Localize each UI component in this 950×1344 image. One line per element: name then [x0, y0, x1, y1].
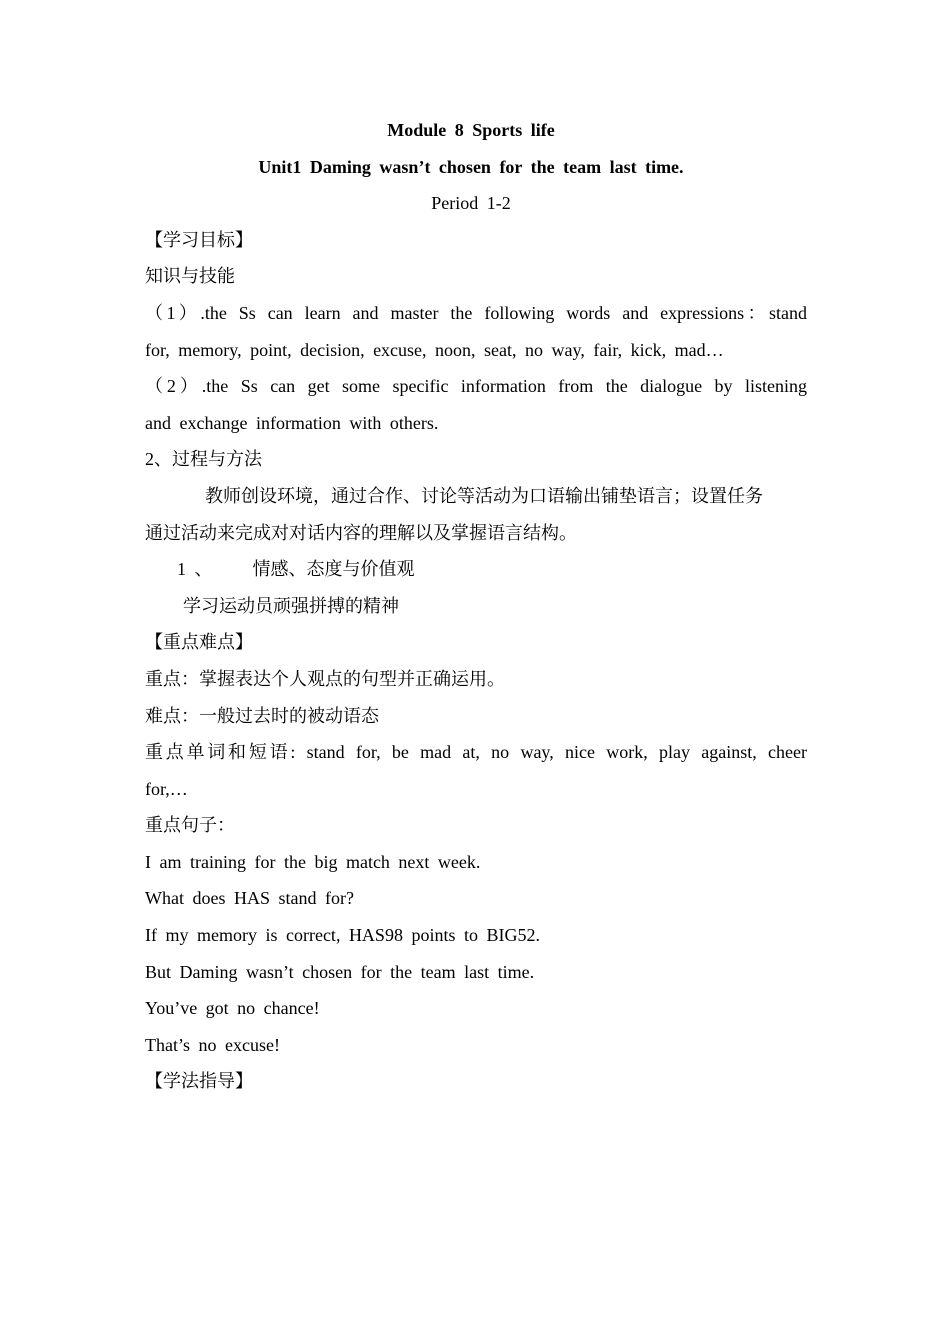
objective-2-line-2: and exchange information with others.	[145, 412, 439, 433]
emotion-text: 学习运动员顽强拼搏的精神	[183, 595, 399, 616]
objective-2-line-1: （2）.the Ss can get some specific information from the dialogue by listening	[145, 376, 807, 397]
period-label: Period 1-2	[431, 193, 511, 214]
process-line-1: 教师创设环境，通过合作、讨论等活动为口语输出铺垫语言；设置任务	[205, 485, 763, 506]
section-heading-key: 【重点难点】	[145, 632, 253, 653]
emotion-heading-row	[145, 551, 807, 588]
key-sentence: You’ve got no chance!	[145, 998, 320, 1019]
process-heading: 2、过程与方法	[145, 449, 262, 470]
key-point: 重点：掌握表达个人观点的句型并正确运用。	[145, 668, 505, 689]
difficult-point: 难点：一般过去时的被动语态	[145, 705, 379, 726]
key-words-line-2: for,…	[145, 778, 188, 799]
knowledge-heading: 知识与技能	[145, 266, 235, 287]
document-subtitle: Unit1 Daming wasn’t chosen for the team last time.	[258, 156, 684, 177]
key-sentence: What does HAS stand for?	[145, 888, 354, 909]
process-line-2: 通过活动来完成对对话内容的理解以及掌握语言结构。	[145, 522, 577, 543]
key-sentence: But Daming wasn’t chosen for the team last time.	[145, 961, 535, 982]
emotion-number: 1 、	[177, 559, 213, 580]
key-sentence: If my memory is correct, HAS98 points to BIG52.	[145, 925, 540, 946]
key-words-line-1: 重点单词和短语: stand for, be mad at, no way, nice work, play against, cheer	[145, 742, 807, 763]
emotion-heading: 情感、态度与价值观	[252, 559, 415, 580]
section-heading-goals: 【学习目标】	[145, 229, 253, 250]
key-sentence: I am training for the big match next week.	[145, 851, 481, 872]
section-heading-method: 【学法指导】	[145, 1071, 253, 1092]
key-sentences-heading: 重点句子：	[145, 815, 235, 836]
document-title: Module 8 Sports life	[387, 120, 555, 140]
key-sentence: That’s no excuse!	[145, 1034, 280, 1055]
objective-1-line-2: for, memory, point, decision, excuse, noon, seat, no way, fair, kick, mad…	[145, 339, 724, 360]
objective-1-line-1: （1）.the Ss can learn and master the following words and expressions：stand	[145, 302, 807, 323]
document-page	[145, 112, 807, 1100]
